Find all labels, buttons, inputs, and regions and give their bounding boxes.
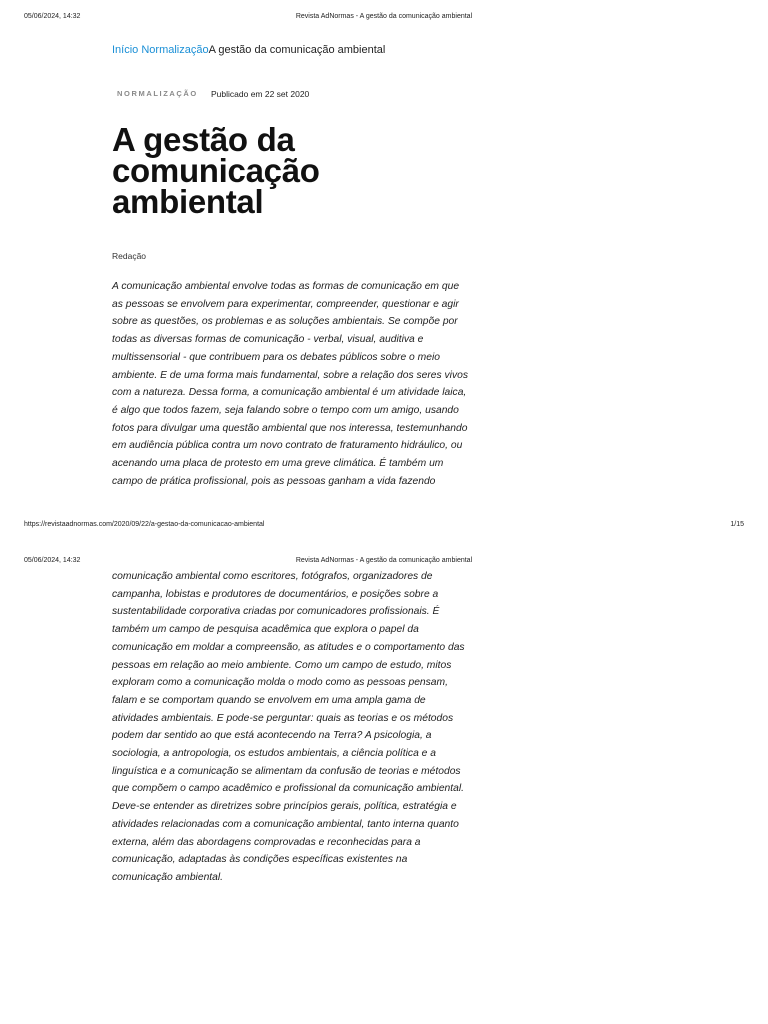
print-page-title: Revista AdNormas - A gestão da comunicação ambiental (295, 557, 473, 564)
category-label[interactable]: NORMALIZAÇÃO (117, 89, 198, 98)
article-author: Redação (112, 251, 147, 261)
print-timestamp: 05/06/2024, 14:32 (24, 13, 81, 20)
print-page-2 (0, 548, 768, 1024)
print-timestamp: 05/06/2024, 14:32 (24, 557, 81, 564)
article-meta (117, 89, 310, 99)
breadcrumb (112, 44, 385, 56)
article-body-page1: A comunicação ambiental envolve todas as formas de comunicação em que as pessoas se envolvem para experimentar, compreender, questionar e agir sobre as questões, os problemas e as soluções ambientais. Se compõe por todas as diversas formas de comunicação - verbal, visual, auditiva e multissensorial - que contribuem para os debates públicos sobre o meio ambiente. E de uma forma mais fundamental, sobre a relação dos seres vivos com a natureza. Dessa forma, a comunicação ambiental é um atividade laica, é algo que todos fazem, seja falando sobre o tempo com um amigo, usando fotos para divulgar uma questão ambiental que nos interessa, testemunhando em audiência pública contra um novo contrato de fraturamento hidráulico, ou acenando uma placa de protesto em uma greve climática. É também um campo de prática profissional, pois as pessoas ganham a vida fazendo (112, 281, 468, 487)
print-page-title: Revista AdNormas - A gestão da comunicação ambiental (295, 13, 473, 20)
print-url: https://revistaadnormas.com/2020/09/22/a-gestao-da-comunicacao-ambiental (24, 521, 265, 528)
breadcrumb-home-link[interactable]: Início (112, 44, 139, 56)
breadcrumb-section-link[interactable]: Normalização (141, 44, 209, 56)
print-page-number: 1/15 (730, 521, 744, 528)
article-title: A gestão da comunicação ambiental (112, 121, 320, 220)
breadcrumb-current: A gestão da comunicação ambiental (208, 44, 386, 56)
article-body-page2: comunicação ambiental como escritores, fotógrafos, organizadores de campanha, lobistas e produtores de documentários, e posições sobre a sustentabilidade corporativa criadas por comunicadores profissionais. É também um campo de pesquisa acadêmica que explora o papel da comunicação em moldar a compreensão, as atitudes e o comportamento das pessoas em relação ao meio ambiente. Como um campo de estudo, mitos exploram como a comunicação molda o modo como as pessoas pensam, falam e se comportam quando se envolvem em uma ampla gama de atividades ambientais. E pode-se perguntar: quais as teorias e os métodos podem dar sentido ao que está acontecendo na Terra? A psicologia, a sociologia, a antropologia, os estudos ambientais, a ciência política e a linguística e a comunicação se alimentam da confusão de teorias e métodos que compõem o campo acadêmico e profissional da comunicação ambiental. Deve-se entender as diretrizes sobre princípios gerais, política, estratégia e atividades relacionadas com a comunicação ambiental, tanto interna quanto externa, além das abordagens comprovadas e reconhecidas para a comunicação, adaptadas às condições específicas existentes na comunicação ambiental. (112, 571, 465, 883)
publish-date: Publicado em 22 set 2020 (211, 89, 310, 99)
